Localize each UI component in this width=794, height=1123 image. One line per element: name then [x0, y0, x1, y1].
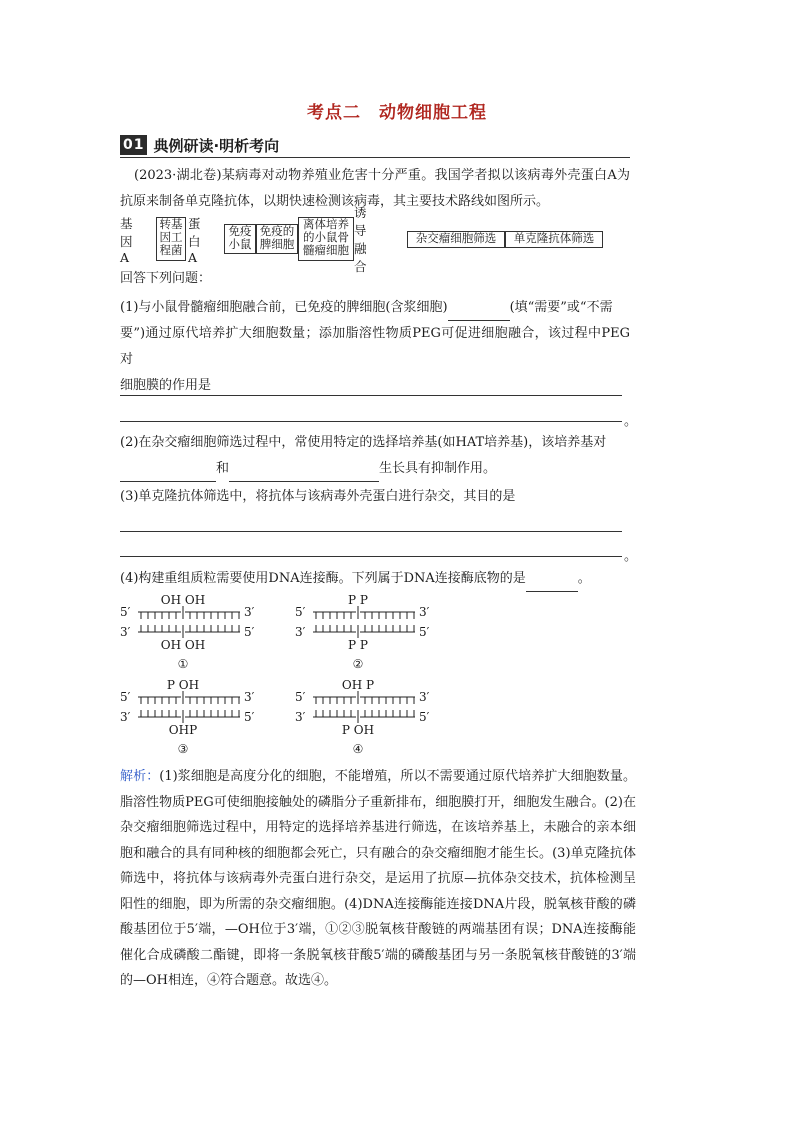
strand-bottom-3prime-label: 3′: [120, 710, 131, 724]
strand-top-5prime-label: 5′: [295, 605, 306, 619]
q1-text-b: (填“需要”或“不需: [509, 300, 613, 315]
q4-answer-blank[interactable]: [526, 575, 578, 592]
end-groups-top-label: OH OH: [160, 593, 206, 607]
flow-mab-screen-box: 单克隆抗体筛选: [505, 231, 603, 248]
q2-text-b: 和: [216, 461, 230, 476]
strand-top-3prime-label: 3′: [419, 605, 430, 619]
flow-myeloma-line2: 的小鼠骨: [303, 230, 349, 244]
flow-transgenic-line1: 转基: [159, 217, 183, 231]
section-divider: [120, 157, 630, 158]
strand-bottom-5prime-label: 5′: [419, 710, 430, 724]
analysis-tag: 解析：: [120, 769, 160, 784]
strand-bottom-5prime-label: 5′: [244, 710, 255, 724]
dna-option-2: [295, 593, 430, 671]
q1-answer-line-1[interactable]: [120, 395, 622, 396]
dna-options-figure: [118, 592, 448, 762]
q2-answer-blank-2[interactable]: [229, 465, 379, 482]
flow-transgenic-line2: 因工: [159, 230, 183, 244]
strand-bottom-3prime-label: 3′: [295, 625, 306, 639]
flow-protein: 蛋白A: [188, 215, 201, 265]
section-number-badge: 01: [120, 135, 147, 155]
q4-text-a: (4)构建重组质粒需要使用DNA连接酶。下列属于DNA连接酶底物的是: [120, 571, 526, 586]
option-number-label: ④: [352, 742, 364, 756]
strand-top-5prime-label: 5′: [120, 605, 131, 619]
flow-myeloma-line1: 离体培养: [303, 217, 349, 231]
end-groups-top-label: OH P: [341, 678, 375, 692]
strand-bottom-5prime-label: 5′: [244, 625, 255, 639]
flow-fusion: 诱导融合: [354, 205, 367, 274]
q1-text-d: 细胞膜的作用是: [120, 378, 212, 393]
strand-top-3prime-label: 3′: [419, 690, 430, 704]
q3-period: 。: [624, 549, 638, 564]
q1-period: 。: [624, 414, 638, 429]
question-1: [120, 295, 630, 399]
end-groups-bottom-label: OHP: [168, 723, 198, 737]
q1-text-c: 要”)通过原代培养扩大细胞数量；添加脂溶性物质PEG可促进细胞融合，该过程中PEG对: [120, 326, 630, 367]
answer-prompt: 回答下列问题：: [120, 271, 212, 286]
q2-text-c: 生长具有抑制作用。: [379, 461, 497, 476]
end-groups-top-label: P P: [348, 593, 368, 607]
flow-immunize-line2: 小鼠: [228, 237, 252, 251]
q3-answer-line-1[interactable]: [120, 531, 622, 532]
flow-transgenic-box: [156, 217, 186, 261]
dna-option-1: [120, 593, 255, 671]
q4-text-b: 。: [577, 571, 591, 586]
option-number-label: ②: [352, 657, 364, 671]
flow-spleen-line2: 脾细胞: [259, 237, 295, 251]
end-groups-bottom-label: P P: [348, 638, 368, 652]
q1-text-a: (1)与小鼠骨髓瘤细胞融合前，已免疫的脾细胞(含浆细胞): [120, 300, 448, 315]
flow-myeloma-box: [298, 217, 354, 261]
dna-option-4: [295, 678, 430, 756]
flow-immunize-box: [224, 224, 256, 254]
analysis-text: (1)浆细胞是高度分化的细胞，不能增殖，所以不需要通过原代培养扩大细胞数量。脂溶性物质PEG可使细胞接触处的磷脂分子重新排布，细胞膜打开，细胞发生融合。(2)在杂交瘤细胞筛选过程中，用特定的选择培养基进行筛选，在该培养基上，未融合的亲本细胞和融合的具有同种核的细胞都会死亡，只有融合的杂交瘤细胞才能生长。(3)单克隆抗体筛选中，将抗体与该病毒外壳蛋白进行杂交，是运用了抗原—抗体杂交技术，抗体检测呈阳性的细胞，即为所需的杂交瘤细胞。(4)DNA连接酶能连接DNA片段，脱氧核苷酸的磷酸基团位于5′端，—OH位于3′端，①②③脱氧核苷酸链的两端基团有误；DNA连接酶能催化合成磷酸二酯键，即将一条脱氧核苷酸5′端的磷酸基团与另一条脱氧核苷酸链的3′端的—OH相连，④符合题意。故选④。: [120, 769, 636, 988]
strand-top-5prime-label: 5′: [120, 690, 131, 704]
dna-option-3: [120, 678, 255, 756]
question-4: [120, 566, 630, 592]
flow-gene: 基因A: [120, 215, 133, 265]
strand-bottom-3prime-label: 3′: [120, 625, 131, 639]
end-groups-bottom-label: P OH: [341, 723, 375, 737]
q1-answer-line-2[interactable]: [120, 421, 622, 422]
strand-bottom-3prime-label: 3′: [295, 710, 306, 724]
option-number-label: ①: [177, 657, 189, 671]
strand-top-3prime-label: 3′: [244, 605, 255, 619]
q2-text-a: (2)在杂交瘤细胞筛选过程中，常使用特定的选择培养基(如HAT培养基)，该培养基对: [120, 435, 607, 450]
question-intro: (2023·湖北卷)某病毒对动物养殖业危害十分严重。我国学者拟以该病毒外壳蛋白A为抗原来制备单克隆抗体，以期快速检测该病毒，其主要技术路线如图所示。: [120, 168, 630, 209]
analysis: [120, 764, 636, 994]
q2-answer-blank-1[interactable]: [120, 465, 216, 482]
q3-answer-line-2[interactable]: [120, 556, 622, 557]
section-title: 典例研读·明析考向: [153, 136, 280, 155]
flow-spleen-box: [256, 224, 298, 254]
strand-top-5prime-label: 5′: [295, 690, 306, 704]
flow-transgenic-line3: 程菌: [159, 243, 183, 257]
flow-myeloma-line3: 髓瘤细胞: [303, 243, 349, 257]
page-title: 考点二 动物细胞工程: [307, 103, 487, 123]
section-header: [120, 134, 279, 156]
strand-bottom-5prime-label: 5′: [419, 625, 430, 639]
flow-immunize-line1: 免疫: [228, 224, 252, 238]
strand-top-3prime-label: 3′: [244, 690, 255, 704]
end-groups-top-label: P OH: [166, 678, 200, 692]
flow-hybrid-screen-box: 杂交瘤细胞筛选: [407, 231, 505, 248]
flow-spleen-line1: 免疫的: [259, 224, 295, 238]
end-groups-bottom-label: OH OH: [160, 638, 206, 652]
question-3: (3)单克隆抗体筛选中，将抗体与该病毒外壳蛋白进行杂交，其目的是: [120, 489, 516, 504]
question-2: [120, 430, 630, 482]
option-number-label: ③: [177, 742, 189, 756]
q1-answer-blank[interactable]: [448, 304, 510, 321]
